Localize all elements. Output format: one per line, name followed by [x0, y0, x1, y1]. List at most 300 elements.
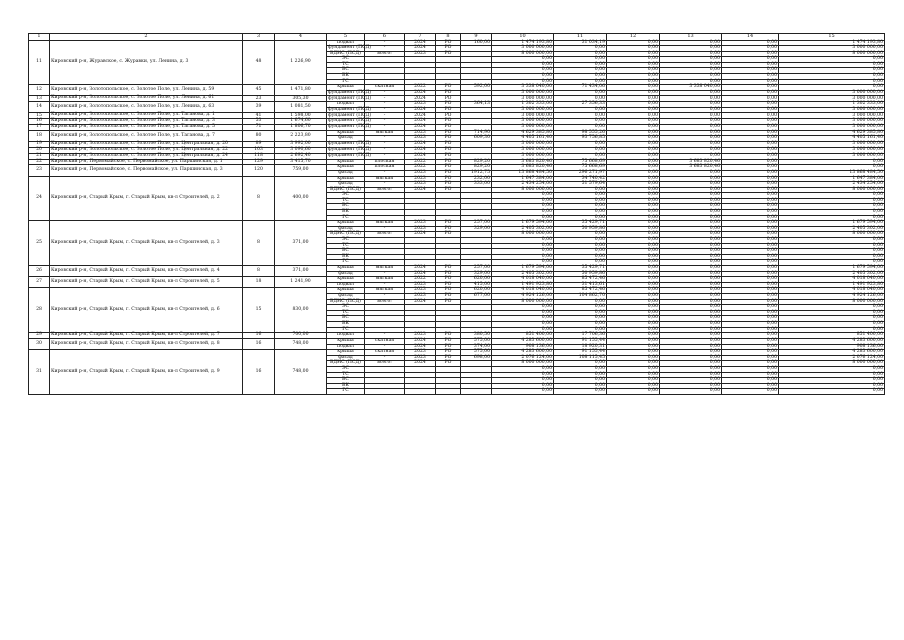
volume-cell: 592,00 — [461, 85, 492, 91]
area-cell: 1 806,70 — [275, 125, 327, 131]
total-cost-cell: 1 474 193,80 — [492, 40, 554, 46]
element-type-cell: ВС — [327, 204, 365, 210]
total-cost-cell: 2 434 254,00 — [492, 182, 554, 188]
method-cell: РО — [436, 271, 461, 277]
roof-type-cell: - — [365, 96, 405, 102]
area-cell: 1 598,00 — [275, 113, 327, 119]
element-type-cell: ТС — [327, 62, 365, 68]
roof-type-cell: всего: — [365, 299, 405, 305]
volume-cell: 333,00 — [461, 182, 492, 188]
address-cell: Кировский р-н, Старый Крым, г. Старый Крым, кв-л Строителей, д. 5 — [50, 277, 243, 288]
total-cost-cell: 1 491 923,80 — [492, 282, 554, 288]
year-cell: 2023 — [405, 293, 436, 299]
cost-15-cell: 0,00 — [779, 198, 885, 204]
address-cell: Кировский р-н, Золотопольское, с. Золотое Поле, ул. Ленина, д. 63 — [50, 102, 243, 113]
cost-14-cell: 0,00 — [722, 142, 779, 148]
cost-15-cell: 3 000 000,00 — [779, 113, 885, 119]
cost-12-cell: 0,00 — [607, 85, 660, 91]
cost-14-cell: 0,00 — [722, 136, 779, 142]
roof-type-cell: - — [365, 107, 405, 113]
cost-13-cell: 0,00 — [660, 333, 722, 339]
cost-13-cell: 0,00 — [660, 316, 722, 322]
element-type-cell: подвал — [327, 344, 365, 350]
method-cell: РО — [436, 282, 461, 288]
volume-cell: 232,00 — [461, 176, 492, 182]
header-cell: 9 — [461, 34, 492, 41]
cost-15-cell: 3 000 000,00 — [779, 125, 885, 131]
cost-11-cell: 0,00 — [554, 305, 607, 311]
cost-14-cell: 0,00 — [722, 321, 779, 327]
roof-type-cell: всего: — [365, 232, 405, 238]
cost-12-cell: 0,00 — [607, 119, 660, 125]
cost-15-cell: 8 000 000,00 — [779, 299, 885, 305]
cost-15-cell: 3 000 000,00 — [779, 119, 885, 125]
volume-cell: 620,00 — [461, 277, 492, 283]
year-cell: 2024 — [405, 338, 436, 344]
row-number-cell: 28 — [29, 288, 50, 333]
cost-12-cell: 0,00 — [607, 299, 660, 305]
roof-type-cell: - — [365, 142, 405, 148]
total-cost-cell: 0,00 — [492, 215, 554, 221]
roof-type-cell: - — [365, 40, 405, 46]
cost-12-cell: 0,00 — [607, 316, 660, 322]
cost-13-cell: 0,00 — [660, 182, 722, 188]
cost-11-cell: 91 155,44 — [554, 338, 607, 344]
cost-11-cell: 50 959,86 — [554, 271, 607, 277]
total-cost-cell: 0,00 — [492, 74, 554, 80]
cost-13-cell: 0,00 — [660, 62, 722, 68]
cost-15-cell: 4 283 600,00 — [779, 338, 885, 344]
row-number-cell: 26 — [29, 266, 50, 277]
year-cell: 2023 — [405, 350, 436, 356]
element-type-cell: ГС — [327, 389, 365, 395]
method-cell: РО — [436, 176, 461, 182]
cost-13-cell: 0,00 — [660, 46, 722, 52]
roof-type-cell: - — [365, 170, 405, 176]
cost-14-cell: 0,00 — [722, 102, 779, 108]
cost-12-cell: 0,00 — [607, 176, 660, 182]
cost-13-cell: 0,00 — [660, 170, 722, 176]
total-cost-cell: 2 076 124,00 — [492, 355, 554, 361]
roof-type-cell: - — [365, 119, 405, 125]
element-type-cell: ВК — [327, 383, 365, 389]
cost-11-cell: 34 740,42 — [554, 176, 607, 182]
cost-12-cell: 0,00 — [607, 338, 660, 344]
roof-type-cell — [365, 389, 405, 395]
row-number-cell: 30 — [29, 338, 50, 349]
repair-register-table — [28, 33, 885, 395]
cost-12-cell: 0,00 — [607, 153, 660, 159]
header-cell: 1 — [29, 34, 50, 41]
cost-15-cell: 4 283 600,00 — [779, 350, 885, 356]
cost-11-cell: 0,00 — [554, 378, 607, 384]
element-type-cell: ГС — [327, 327, 365, 333]
cost-12-cell: 0,00 — [607, 187, 660, 193]
method-cell: РО — [436, 159, 461, 165]
year-cell: 2024 — [405, 147, 436, 153]
cost-11-cell: 0,00 — [554, 51, 607, 57]
year-cell: 2023 — [405, 226, 436, 232]
cost-11-cell: 0,00 — [554, 310, 607, 316]
year-cell: 2023 — [405, 355, 436, 361]
cost-12-cell: 0,00 — [607, 389, 660, 395]
total-cost-cell: 0,00 — [492, 316, 554, 322]
roof-type-cell: мягкая — [365, 266, 405, 272]
count-cell: 16 — [243, 338, 275, 349]
roof-type-cell: скатная — [365, 338, 405, 344]
cost-15-cell: 1 647 384,00 — [779, 176, 885, 182]
method-cell: РО — [436, 102, 461, 108]
cost-15-cell: 4 018 040,00 — [779, 288, 885, 294]
cost-11-cell: 0,00 — [554, 79, 607, 85]
total-cost-cell: 0,00 — [492, 249, 554, 255]
volume-cell: 380,50 — [461, 333, 492, 339]
cost-14-cell: 0,00 — [722, 68, 779, 74]
cost-15-cell: 0,00 — [779, 159, 885, 165]
total-cost-cell: 4 283 600,00 — [492, 350, 554, 356]
element-type-cell: крыша — [327, 338, 365, 344]
method-cell: РО — [436, 113, 461, 119]
total-cost-cell: 0,00 — [492, 260, 554, 266]
method-cell: РО — [436, 125, 461, 131]
cost-15-cell: 3 000 000,00 — [779, 90, 885, 96]
area-cell: 748,00 — [275, 350, 327, 395]
cost-15-cell: 4 405 161,40 — [779, 136, 885, 142]
cost-11-cell: 71 434,06 — [554, 85, 607, 91]
method-cell: РО — [436, 226, 461, 232]
cost-14-cell: 0,00 — [722, 51, 779, 57]
area-cell: 371,00 — [275, 266, 327, 277]
area-cell: 2 692,40 — [275, 153, 327, 159]
cost-14-cell: 0,00 — [722, 40, 779, 46]
year-cell: 2023 — [405, 221, 436, 227]
cost-11-cell: 0,00 — [554, 193, 607, 199]
cost-11-cell: 0,00 — [554, 57, 607, 63]
cost-14-cell: 0,00 — [722, 153, 779, 159]
cost-13-cell: 3 338 040,00 — [660, 85, 722, 91]
year-cell: 2024 — [405, 90, 436, 96]
header-cell: 7 — [405, 34, 436, 41]
cost-14-cell: 0,00 — [722, 165, 779, 171]
count-cell: 71 — [243, 125, 275, 131]
cost-15-cell: 8 000 000,00 — [779, 361, 885, 367]
element-type-cell: фундамент (ПСД) — [328, 146, 372, 152]
cost-11-cell: 0,00 — [554, 107, 607, 113]
year-cell: 2023 — [405, 282, 436, 288]
method-cell: РО — [436, 277, 461, 283]
count-cell: 23 — [243, 96, 275, 102]
cost-15-cell: 2 076 124,00 — [779, 355, 885, 361]
cost-12-cell: 0,00 — [607, 288, 660, 294]
cost-13-cell: 0,00 — [660, 243, 722, 249]
volume-cell: 575,00 — [461, 338, 492, 344]
year-cell: 2024 — [405, 344, 436, 350]
volume-cell: 415,00 — [461, 282, 492, 288]
roof-type-cell: - — [365, 147, 405, 153]
cost-12-cell: 0,00 — [607, 107, 660, 113]
cost-12-cell: 0,00 — [607, 260, 660, 266]
area-cell: 2 223,80 — [275, 130, 327, 141]
element-type-cell: фундамент (ПСД) — [328, 106, 372, 112]
header-cell: 3 — [243, 34, 275, 41]
cost-13-cell: 0,00 — [660, 321, 722, 327]
cost-13-cell: 0,00 — [660, 147, 722, 153]
cost-15-cell: 0,00 — [779, 260, 885, 266]
cost-12-cell: 0,00 — [607, 366, 660, 372]
register-sheet — [28, 33, 884, 608]
row-number-cell: 20 — [29, 147, 50, 153]
year-cell: 2023 — [405, 51, 436, 57]
cost-11-cell: 0,00 — [554, 321, 607, 327]
cost-13-cell: 0,00 — [660, 344, 722, 350]
roof-type-cell: плоская — [365, 165, 405, 171]
address-cell: Кировский р-н, Золотопольское, с. Золотое Поле, ул. Центральная, д. 20 — [50, 142, 243, 148]
total-cost-cell: 0,00 — [492, 193, 554, 199]
cost-12-cell: 0,00 — [607, 193, 660, 199]
roof-type-cell: - — [365, 136, 405, 142]
roof-type-cell: мягкая — [365, 277, 405, 283]
cost-14-cell: 0,00 — [722, 74, 779, 80]
cost-14-cell: 0,00 — [722, 232, 779, 238]
cost-12-cell: 0,00 — [607, 68, 660, 74]
element-type-cell: ВДИС (ПСД) — [327, 232, 365, 238]
cost-12-cell: 0,00 — [607, 40, 660, 46]
total-cost-cell: 3 683 820,46 — [492, 165, 554, 171]
method-cell: РО — [436, 46, 461, 52]
element-type-cell: крыша — [327, 85, 365, 91]
cost-14-cell: 0,00 — [722, 125, 779, 131]
row-number-cell: 13 — [29, 96, 50, 102]
total-cost-cell: 0,00 — [492, 372, 554, 378]
year-cell: 2024 — [405, 107, 436, 113]
cost-15-cell: 0,00 — [779, 79, 885, 85]
cost-11-cell: 18 920,31 — [554, 344, 607, 350]
cost-12-cell: 0,00 — [607, 62, 660, 68]
element-type-cell: ТС — [327, 372, 365, 378]
count-cell: 8 — [243, 221, 275, 266]
cost-13-cell: 0,00 — [660, 68, 722, 74]
method-cell: РО — [436, 142, 461, 148]
method-cell: РО — [436, 85, 461, 91]
method-cell: РО — [436, 344, 461, 350]
element-type-cell: ЭС — [327, 238, 365, 244]
roof-type-cell: скатная — [365, 350, 405, 356]
total-cost-cell: 3 000 000,00 — [492, 153, 554, 159]
volume-cell: 257,00 — [461, 221, 492, 227]
method-cell: РО — [436, 221, 461, 227]
cost-13-cell: 0,00 — [660, 40, 722, 46]
year-cell: 2024 — [405, 119, 436, 125]
cost-13-cell: 0,00 — [660, 254, 722, 260]
roof-type-cell: скатная — [365, 85, 405, 91]
row-number-cell: 21 — [29, 153, 50, 159]
method-cell: РО — [436, 338, 461, 344]
header-cell: 14 — [722, 34, 779, 41]
cost-11-cell: 0,00 — [554, 260, 607, 266]
method-cell: РО — [436, 299, 461, 305]
year-cell: 2022 — [405, 159, 436, 165]
method-cell: РО — [436, 361, 461, 367]
cost-14-cell: 0,00 — [722, 288, 779, 294]
cost-11-cell: 51 579,64 — [554, 182, 607, 188]
element-type-cell: фасад — [327, 355, 365, 361]
cost-11-cell: 85 472,46 — [554, 277, 607, 283]
area-cell: 371,00 — [275, 221, 327, 266]
cost-15-cell: 8 000 000,00 — [779, 232, 885, 238]
cost-15-cell: 1 679 594,00 — [779, 221, 885, 227]
method-cell: РО — [436, 350, 461, 356]
cost-11-cell: 0,00 — [554, 62, 607, 68]
element-type-cell: фундамент (ПСД) — [328, 141, 372, 147]
address-cell: Кировский р-н, Первомайское, с. Первомайское, ул. Паршинская, д. 3 — [50, 165, 243, 176]
cost-11-cell: 31 413,61 — [554, 282, 607, 288]
cost-12-cell: 0,00 — [607, 238, 660, 244]
cost-11-cell: 35 429,71 — [554, 221, 607, 227]
cost-11-cell: 0,00 — [554, 361, 607, 367]
total-cost-cell: 13 868 484,50 — [492, 170, 554, 176]
cost-11-cell: 0,00 — [554, 147, 607, 153]
cost-14-cell: 0,00 — [722, 130, 779, 136]
year-cell: 2023 — [405, 170, 436, 176]
count-cell: 129 — [243, 159, 275, 165]
year-cell: 2022 — [405, 85, 436, 91]
cost-13-cell: 0,00 — [660, 238, 722, 244]
total-cost-cell: 8 000 000,00 — [492, 299, 554, 305]
total-cost-cell: 8 000 000,00 — [492, 187, 554, 193]
total-cost-cell: 8 000 000,00 — [492, 232, 554, 238]
cost-13-cell: 0,00 — [660, 74, 722, 80]
roof-type-cell: - — [365, 102, 405, 108]
element-type-cell: ТС — [327, 310, 365, 316]
cost-12-cell: 0,00 — [607, 232, 660, 238]
cost-14-cell: 0,00 — [722, 198, 779, 204]
cost-11-cell: 0,00 — [554, 210, 607, 216]
row-number-cell: 27 — [29, 277, 50, 288]
cost-15-cell: 3 000 000,00 — [779, 147, 885, 153]
method-cell: РО — [436, 355, 461, 361]
cost-14-cell: 0,00 — [722, 260, 779, 266]
cost-12-cell: 0,00 — [607, 355, 660, 361]
element-type-cell: фасад — [327, 226, 365, 232]
cost-12-cell: 0,00 — [607, 136, 660, 142]
cost-12-cell: 0,00 — [607, 361, 660, 367]
count-cell: 8 — [243, 266, 275, 277]
cost-14-cell: 0,00 — [722, 204, 779, 210]
cost-14-cell: 0,00 — [722, 305, 779, 311]
total-cost-cell: 0,00 — [492, 210, 554, 216]
cost-15-cell: 1 491 923,80 — [779, 282, 885, 288]
cost-12-cell: 0,00 — [607, 249, 660, 255]
cost-13-cell: 0,00 — [660, 327, 722, 333]
cost-12-cell: 0,00 — [607, 74, 660, 80]
cost-13-cell: 0,00 — [660, 282, 722, 288]
cost-14-cell: 0,00 — [722, 282, 779, 288]
cost-11-cell: 93 756,85 — [554, 136, 607, 142]
cost-11-cell: 0,00 — [554, 215, 607, 221]
cost-14-cell: 0,00 — [722, 57, 779, 63]
roof-type-cell: всего: — [365, 361, 405, 367]
cost-12-cell: 0,00 — [607, 215, 660, 221]
element-type-cell: подвал — [327, 40, 365, 46]
total-cost-cell: 4 924 126,00 — [492, 293, 554, 299]
cost-11-cell: 75 668,69 — [554, 165, 607, 171]
total-cost-cell: 0,00 — [492, 198, 554, 204]
cost-15-cell: 0,00 — [779, 204, 885, 210]
cost-14-cell: 0,00 — [722, 147, 779, 153]
cost-12-cell: 0,00 — [607, 305, 660, 311]
address-cell: Кировский р-н, Золотопольское, с. Золотое Поле, ул. Таганова, д. 5 — [50, 125, 243, 131]
cost-15-cell: 0,00 — [779, 165, 885, 171]
volume-cell: 677,00 — [461, 293, 492, 299]
roof-type-cell: мягкая — [365, 288, 405, 294]
count-cell: 16 — [243, 350, 275, 395]
address-cell: Кировский р-н, Старый Крым, г. Старый Крым, кв-л Строителей, д. 9 — [50, 350, 243, 395]
cost-12-cell: 0,00 — [607, 51, 660, 57]
area-cell: 830,00 — [275, 288, 327, 333]
cost-11-cell: 0,00 — [554, 187, 607, 193]
cost-12-cell: 0,00 — [607, 125, 660, 131]
roof-type-cell: - — [365, 46, 405, 52]
method-cell: РО — [436, 170, 461, 176]
cost-14-cell: 0,00 — [722, 46, 779, 52]
element-type-cell: ГС — [327, 215, 365, 221]
cost-13-cell: 0,00 — [660, 176, 722, 182]
roof-type-cell: - — [365, 226, 405, 232]
area-cell: 1 674,60 — [275, 119, 327, 125]
count-cell: 15 — [243, 288, 275, 333]
volume-cell: 714,90 — [461, 130, 492, 136]
element-type-cell: подвал — [327, 102, 365, 108]
cost-13-cell: 0,00 — [660, 221, 722, 227]
volume-cell: 160,00 — [461, 40, 492, 46]
cost-15-cell: 0,00 — [779, 316, 885, 322]
cost-14-cell: 0,00 — [722, 221, 779, 227]
area-cell: 3 415,70 — [275, 159, 327, 165]
cost-14-cell: 0,00 — [722, 350, 779, 356]
element-type-cell: ТС — [327, 243, 365, 249]
cost-14-cell: 0,00 — [722, 361, 779, 367]
header-cell: 15 — [779, 34, 885, 41]
total-cost-cell: 4 283 600,00 — [492, 338, 554, 344]
year-cell: 2023 — [405, 333, 436, 339]
area-cell: 700,00 — [275, 333, 327, 339]
year-cell: 2022 — [405, 277, 436, 283]
cost-13-cell: 0,00 — [660, 260, 722, 266]
element-type-cell: фасад — [327, 293, 365, 299]
cost-12-cell: 0,00 — [607, 372, 660, 378]
area-cell: 1 471,80 — [275, 85, 327, 96]
element-type-cell: фундамент (ПСД) — [328, 95, 372, 101]
element-type-cell: ВС — [327, 249, 365, 255]
area-cell: 759,00 — [275, 165, 327, 176]
cost-12-cell: 0,00 — [607, 282, 660, 288]
cost-14-cell: 0,00 — [722, 159, 779, 165]
cost-14-cell: 0,00 — [722, 266, 779, 272]
method-cell: РО — [436, 266, 461, 272]
cost-14-cell: 0,00 — [722, 96, 779, 102]
header-cell: 4 — [275, 34, 327, 41]
cost-12-cell: 0,00 — [607, 57, 660, 63]
element-type-cell: ВДИС (ПСД) — [327, 51, 365, 57]
cost-13-cell: 0,00 — [660, 350, 722, 356]
roof-type-cell: - — [365, 153, 405, 159]
cost-14-cell: 0,00 — [722, 344, 779, 350]
cost-15-cell: 0,00 — [779, 243, 885, 249]
element-type-cell: ВДИС (ПСД) — [327, 299, 365, 305]
row-number-cell: 25 — [29, 221, 50, 266]
element-type-cell: ВДИС (ПСД) — [327, 361, 365, 367]
cost-14-cell: 0,00 — [722, 182, 779, 188]
